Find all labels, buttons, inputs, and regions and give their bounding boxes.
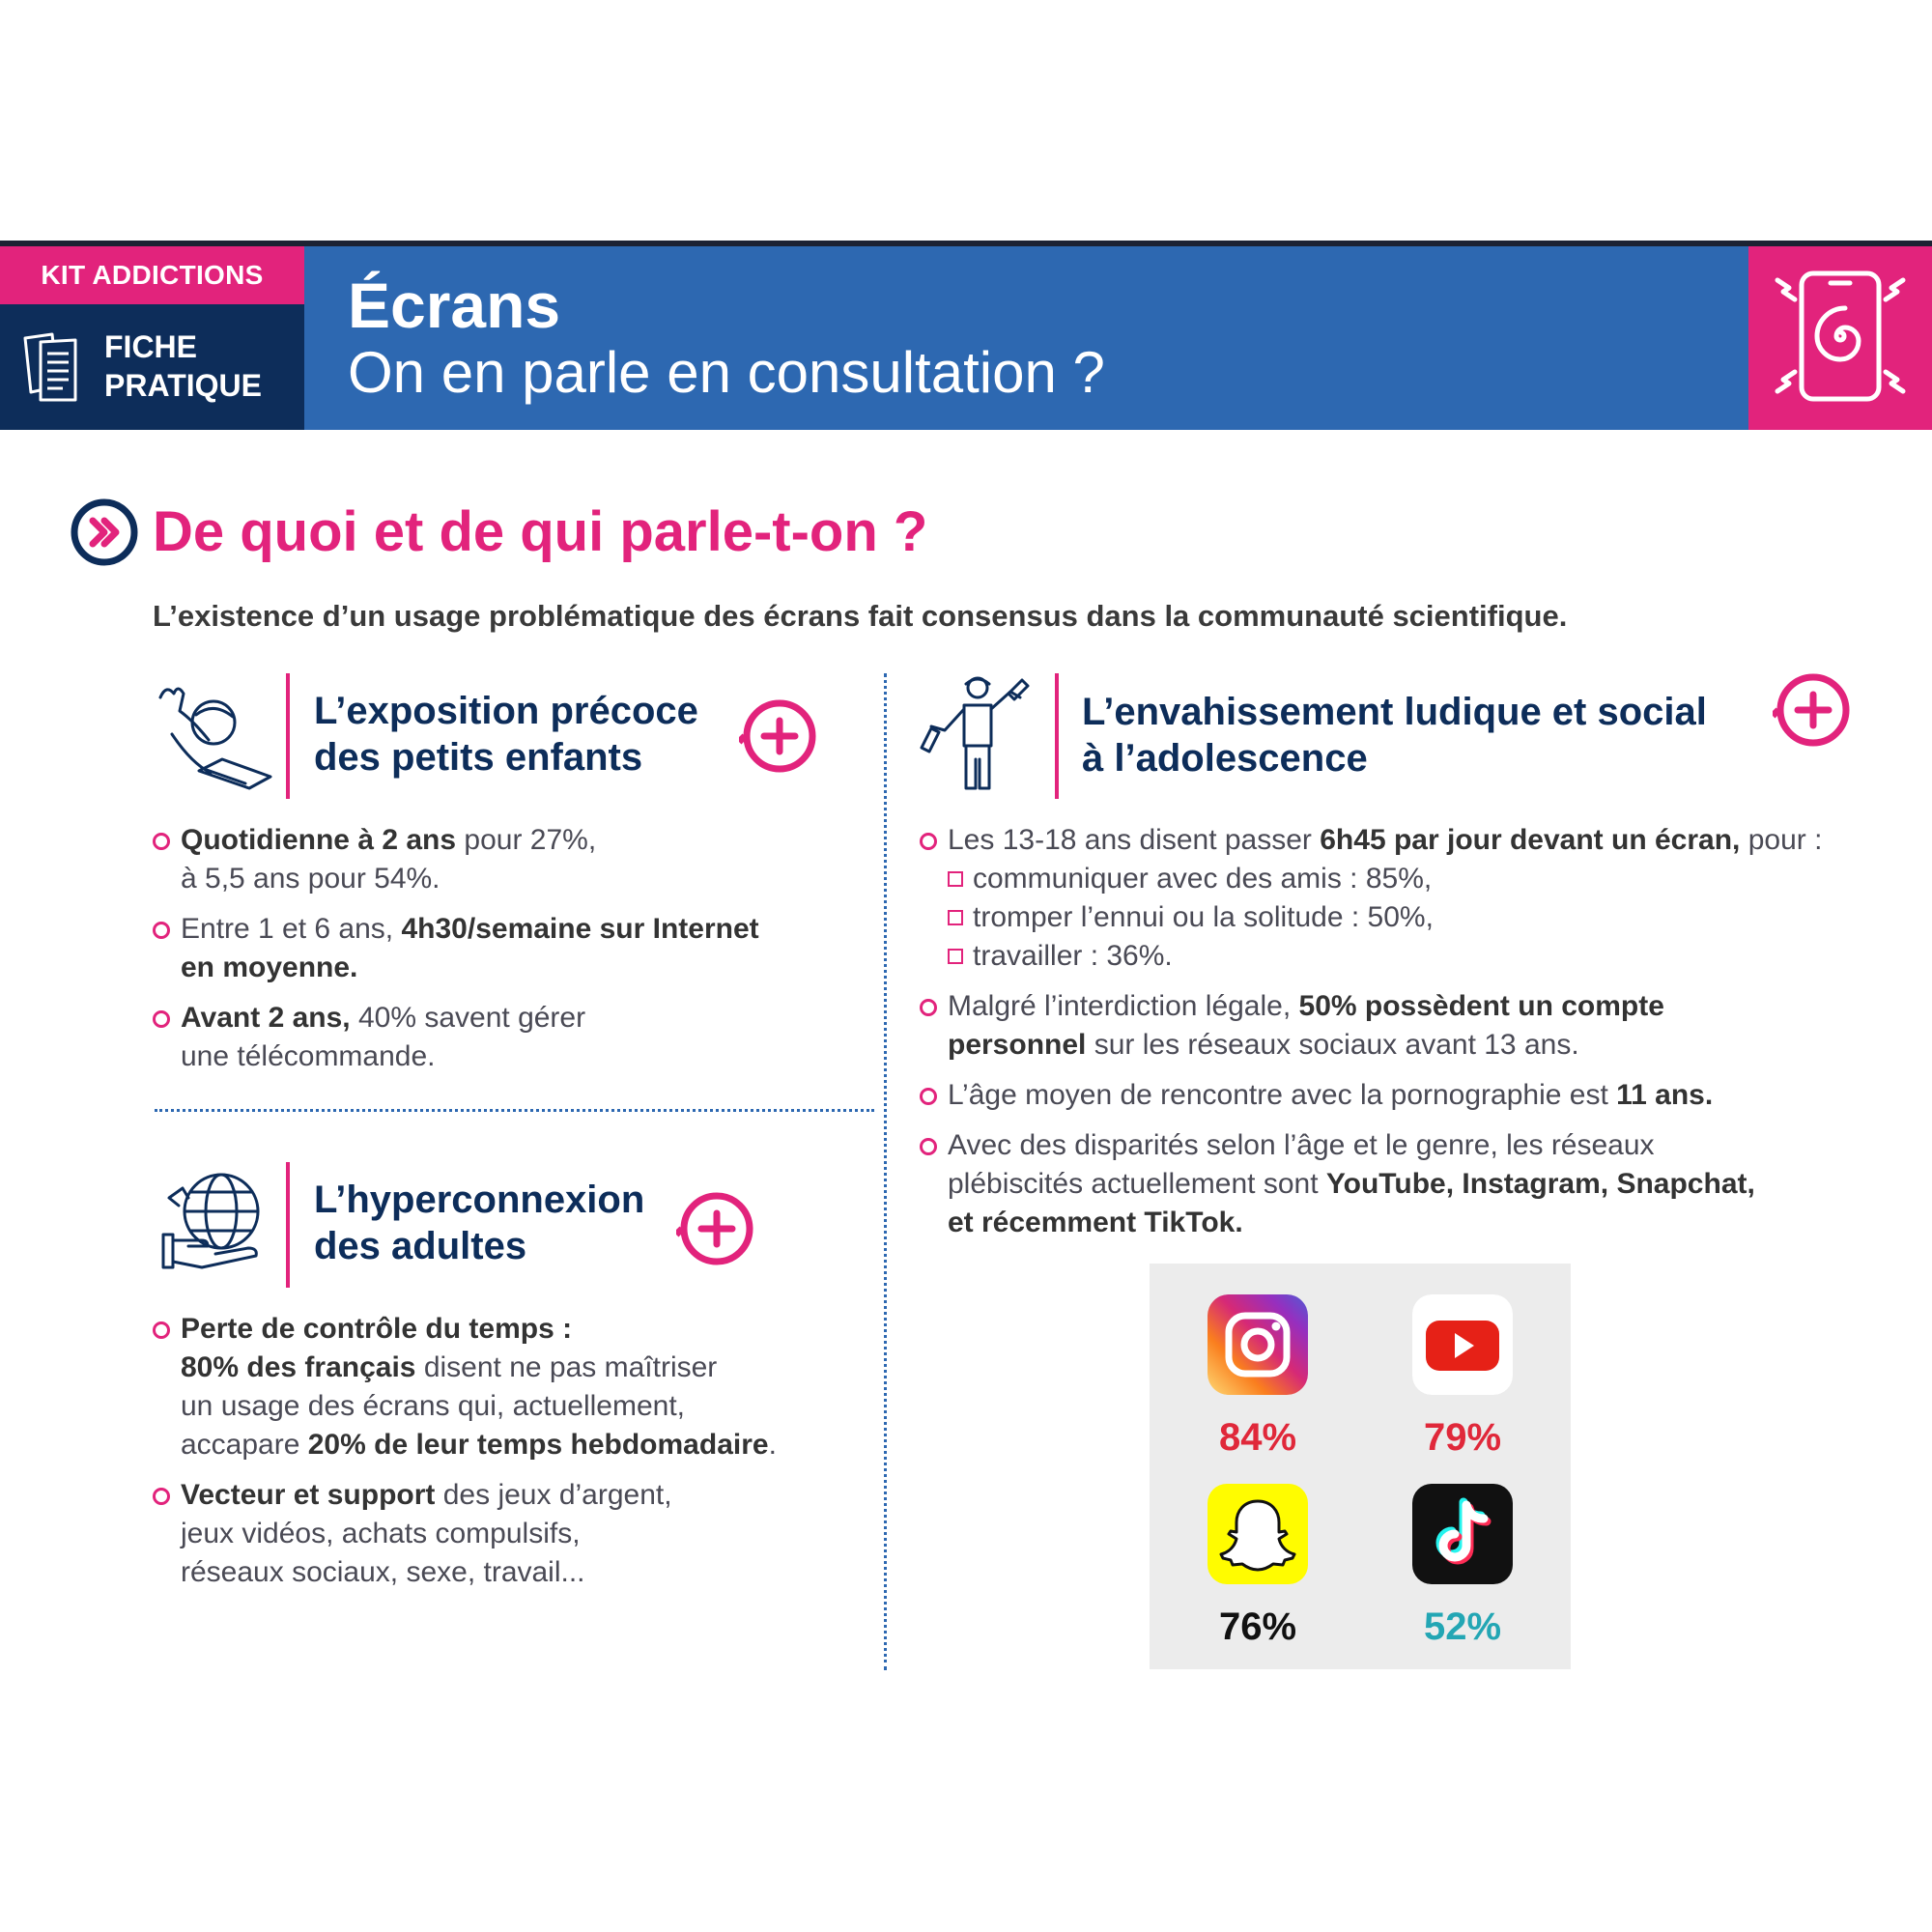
block-accent-bar — [286, 673, 290, 799]
column-divider — [884, 673, 887, 1670]
child-tablet-icon — [153, 676, 273, 794]
adults-stats-list — [153, 1310, 867, 1604]
section-title: De quoi et de qui parle-t-on ? — [153, 500, 928, 563]
list-item: Malgré l’interdiction légale, 50% possèdent un compte personnel sur les réseaux sociaux avant 13 ans. — [920, 987, 1895, 1065]
block-title-adults — [314, 1177, 644, 1269]
page-title: Écrans — [348, 270, 561, 341]
fiche-line-1: FICHE — [104, 329, 197, 364]
expand-plus-icon[interactable] — [1773, 671, 1850, 749]
kit-addictions-label: KIT ADDICTIONS — [0, 246, 304, 304]
expand-plus-icon[interactable] — [676, 1190, 753, 1267]
list-item: Quotidienne à 2 ans pour 27%, à 5,5 ans pour 54%. — [153, 821, 829, 898]
double-chevron-icon — [70, 497, 139, 567]
instagram-percent: 84% — [1218, 1416, 1297, 1459]
list-item: Vecteur et support des jeux d’argent, jeux vidéos, achats compulsifs, réseaux sociaux, sexe, travail... — [153, 1476, 867, 1592]
row-divider — [155, 1109, 874, 1112]
fiche-pratique-label — [104, 327, 262, 405]
block-title-line: L’envahissement ludique et social — [1082, 691, 1707, 733]
list-item: L’âge moyen de rencontre avec la pornographie est 11 ans. — [920, 1076, 1895, 1115]
block-title-line: des petits enfants — [314, 736, 643, 779]
instagram-icon — [1208, 1294, 1308, 1395]
fiche-pratique-box — [0, 304, 304, 430]
title-band — [304, 246, 1748, 430]
block-title-teens — [1082, 689, 1707, 781]
block-title-children — [314, 688, 698, 781]
block-title-line: L’exposition précoce — [314, 690, 698, 732]
document-icon — [19, 328, 91, 406]
fiche-line-2: PRATIQUE — [104, 368, 262, 403]
teens-stats-list — [920, 821, 1895, 1254]
sub-list-item: tromper l’ennui ou la solitude : 50%, — [948, 898, 1895, 937]
tiktok-icon — [1412, 1484, 1513, 1584]
block-title-line: des adultes — [314, 1225, 527, 1267]
globe-hand-icon — [159, 1167, 268, 1275]
youtube-percent: 79% — [1423, 1416, 1502, 1459]
block-accent-bar — [1055, 673, 1059, 799]
children-stats-list — [153, 821, 829, 1088]
block-accent-bar — [286, 1162, 290, 1288]
page-subtitle: On en parle en consultation ? — [348, 340, 1105, 405]
list-item: Avec des disparités selon l’âge et le genre, les réseaux plébiscités actuellement sont YouTube, Instagram, Snapchat, et récemment TikTok. — [920, 1126, 1895, 1242]
block-title-line: L’hyperconnexion — [314, 1179, 645, 1221]
list-item: Perte de contrôle du temps : 80% des français disent ne pas maîtriser un usage des écrans qui, actuellement, accapare 20% de leur temps hebdomadaire. — [153, 1310, 867, 1464]
usage-sublist — [948, 860, 1895, 976]
sub-list-item: communiquer avec des amis : 85%, — [948, 860, 1895, 898]
teen-phone-icon — [918, 674, 1038, 795]
social-network-stats — [1150, 1264, 1571, 1669]
youtube-icon — [1412, 1294, 1513, 1395]
phone-spiral-badge — [1748, 246, 1932, 430]
tiktok-percent: 52% — [1423, 1605, 1502, 1648]
section-lead: L’existence d’un usage problématique des écrans fait consensus dans la communauté scientifique. — [153, 599, 1568, 633]
snapchat-icon — [1208, 1484, 1308, 1584]
phone-spiral-icon — [1748, 246, 1932, 430]
expand-plus-icon[interactable] — [739, 697, 816, 775]
block-title-line: à l’adolescence — [1082, 737, 1368, 780]
list-item: Avant 2 ans, 40% savent gérer une télécommande. — [153, 999, 829, 1076]
list-item: Les 13-18 ans disent passer 6h45 par jour devant un écran, pour : communiquer avec des amis : 85%, tromper l’ennui ou la solitude : 50%, travailler : 36%. — [920, 821, 1895, 976]
snapchat-percent: 76% — [1218, 1605, 1297, 1648]
sub-list-item: travailler : 36%. — [948, 937, 1895, 976]
list-item: Entre 1 et 6 ans, 4h30/semaine sur Internet en moyenne. — [153, 910, 829, 987]
